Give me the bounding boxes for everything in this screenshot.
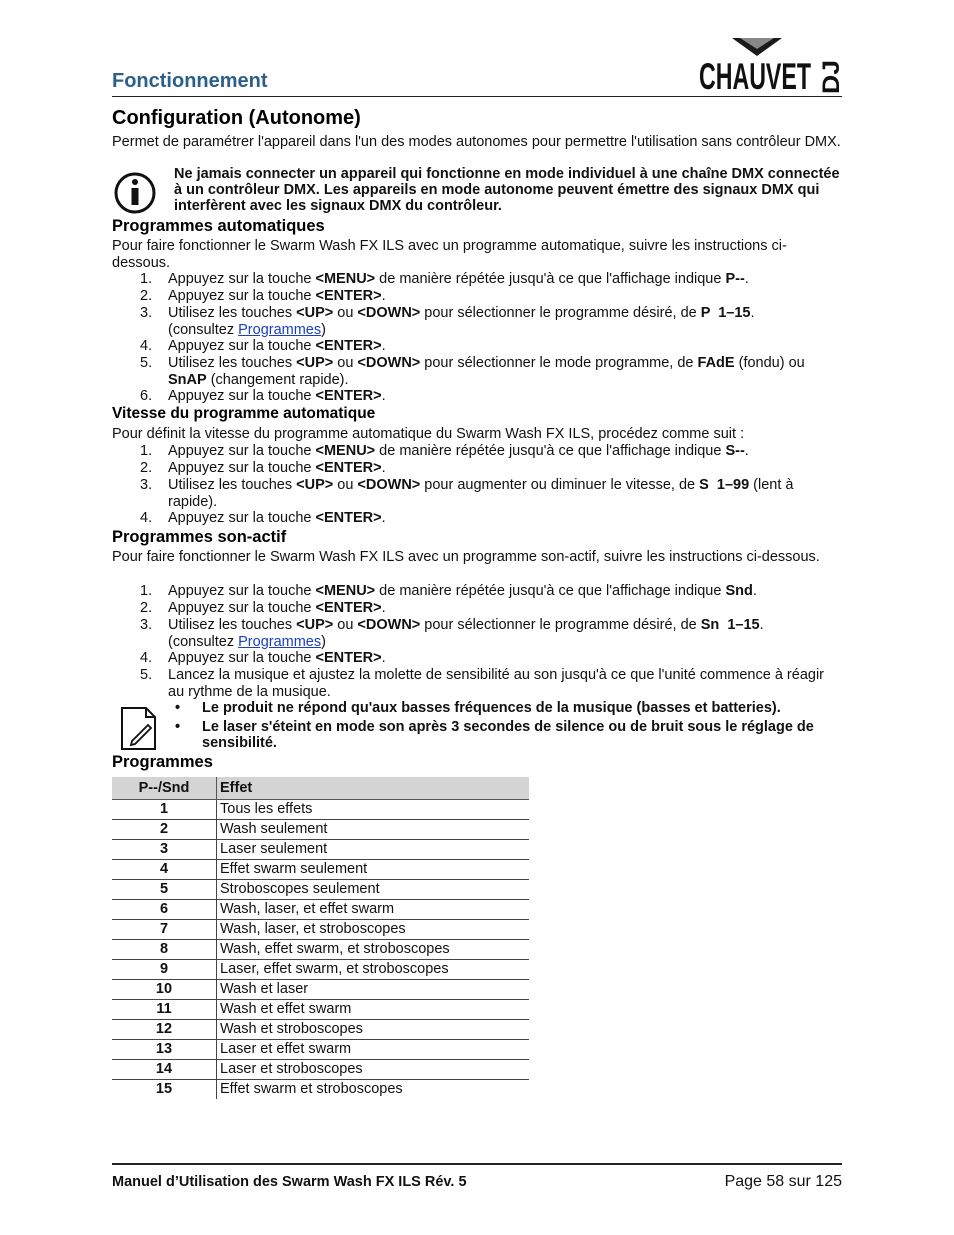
speed-heading: Vitesse du programme automatique <box>112 405 376 422</box>
auto-step-3: Utilisez les touches <UP> ou <DOWN> pour sélectionner le programme désiré, de P 1–15. (consultez Programmes) <box>168 305 755 338</box>
table-row <box>112 820 529 840</box>
step-number: 4. <box>140 510 153 526</box>
step-number: 1. <box>140 443 153 459</box>
program-effect: Wash seulement <box>217 820 530 840</box>
col-header-effect: Effet <box>217 777 530 800</box>
sound-step-3: Utilisez les touches <UP> ou <DOWN> pour sélectionner le programme désiré, de Sn 1–15. (consultez Programmes) <box>168 617 764 650</box>
page-title: Configuration (Autonome) <box>112 107 361 129</box>
auto-programs-heading: Programmes automatiques <box>112 217 325 235</box>
table-row <box>112 880 529 900</box>
program-effect: Laser seulement <box>217 840 530 860</box>
program-number: 5 <box>112 880 217 900</box>
col-header-program: P--/Snd <box>112 777 217 800</box>
footer-manual-title: Manuel d’Utilisation des Swarm Wash FX ILS Rév. 5 <box>112 1174 467 1190</box>
program-number: 6 <box>112 900 217 920</box>
program-number: 8 <box>112 940 217 960</box>
footer-rule <box>112 1163 842 1165</box>
table-row <box>112 920 529 940</box>
programmes-link[interactable]: Programmes <box>238 321 322 338</box>
step-number: 2. <box>140 600 153 616</box>
auto-step-4: Appuyez sur la touche <ENTER>. <box>168 338 386 354</box>
table-row <box>112 1020 529 1040</box>
auto-programs-intro: Pour faire fonctionner le Swarm Wash FX ILS avec un programme automatique, suivre les instructions ci-dessous. <box>112 238 787 271</box>
program-number: 2 <box>112 820 217 840</box>
sound-step-1: Appuyez sur la touche <MENU> de manière répétée jusqu'à ce que l'affichage indique Snd. <box>168 583 757 599</box>
auto-step-6: Appuyez sur la touche <ENTER>. <box>168 388 386 404</box>
program-effect: Laser, effet swarm, et stroboscopes <box>217 960 530 980</box>
sound-programs-heading: Programmes son-actif <box>112 528 287 546</box>
logo-wordmark: CHAUVET <box>699 56 812 96</box>
table-header-row <box>112 777 529 800</box>
intro-paragraph: Permet de paramétrer l'appareil dans l'un des modes autonomes pour permettre l'utilisation sans contrôleur DMX. <box>112 134 841 150</box>
table-row <box>112 800 529 820</box>
program-effect: Wash et laser <box>217 980 530 1000</box>
program-effect: Laser et stroboscopes <box>217 1060 530 1080</box>
program-effect: Tous les effets <box>217 800 530 820</box>
table-row <box>112 860 529 880</box>
sound-note-1: Le produit ne répond qu'aux basses fréquences de la musique (basses et batteries). <box>202 700 781 716</box>
step-number: 3. <box>140 305 153 321</box>
table-row <box>112 900 529 920</box>
auto-step-2: Appuyez sur la touche <ENTER>. <box>168 288 386 304</box>
logo-dj-mark: DJ <box>818 63 844 94</box>
programs-heading: Programmes <box>112 753 213 771</box>
programmes-link[interactable]: Programmes <box>238 633 322 650</box>
program-number: 1 <box>112 800 217 820</box>
auto-step-1: Appuyez sur la touche <MENU> de manière répétée jusqu'à ce que l'affichage indique P--. <box>168 271 749 287</box>
chauvet-dj-logo <box>698 34 844 96</box>
program-effect: Effet swarm et stroboscopes <box>220 1081 403 1097</box>
step-number: 2. <box>140 460 153 476</box>
sound-step-5: Lancez la musique et ajustez la molette de sensibilité au son jusqu'à ce que l'unité commence à réagir au rythme de la musique. <box>168 667 824 700</box>
step-number: 2. <box>140 288 153 304</box>
step-number: 1. <box>140 271 153 287</box>
program-effect: Wash et effet swarm <box>217 1000 530 1020</box>
step-number: 4. <box>140 650 153 666</box>
program-effect: Wash, laser, et stroboscopes <box>217 920 530 940</box>
program-number: 15 <box>112 1080 217 1100</box>
program-number: 4 <box>112 860 217 880</box>
header-rule <box>112 96 842 97</box>
sound-step-4: Appuyez sur la touche <ENTER>. <box>168 650 386 666</box>
speed-step-1: Appuyez sur la touche <MENU> de manière répétée jusqu'à ce que l'affichage indique S--. <box>168 443 749 459</box>
program-number: 14 <box>112 1060 217 1080</box>
sound-programs-intro: Pour faire fonctionner le Swarm Wash FX ILS avec un programme son-actif, suivre les instructions ci-dessous. <box>112 549 820 565</box>
step-number: 6. <box>140 388 153 404</box>
footer-page-number: Page 58 sur 125 <box>724 1173 842 1190</box>
program-effect: Wash et stroboscopes <box>217 1020 530 1040</box>
bullet: • <box>175 719 181 735</box>
table-row <box>112 1000 529 1020</box>
step-number: 5. <box>140 667 153 683</box>
bullet: • <box>175 700 181 716</box>
table-row <box>112 840 529 860</box>
program-effect: Laser et effet swarm <box>217 1040 530 1060</box>
program-effect: Stroboscopes seulement <box>217 880 530 900</box>
speed-step-2: Appuyez sur la touche <ENTER>. <box>168 460 386 476</box>
program-number: 12 <box>112 1020 217 1040</box>
sound-step-2: Appuyez sur la touche <ENTER>. <box>168 600 386 616</box>
step-number: 3. <box>140 477 153 493</box>
section-header: Fonctionnement <box>112 70 268 92</box>
program-number: 9 <box>112 960 217 980</box>
programs-table-body <box>112 800 529 1100</box>
table-row <box>112 960 529 980</box>
program-number: 11 <box>112 1000 217 1020</box>
table-row <box>112 980 529 1000</box>
program-number: 3 <box>112 840 217 860</box>
table-row <box>112 1080 529 1100</box>
table-row <box>112 1040 529 1060</box>
step-number: 3. <box>140 617 153 633</box>
program-effect: Effet swarm seulement <box>217 860 530 880</box>
speed-step-3: Utilisez les touches <UP> ou <DOWN> pour augmenter ou diminuer le vitesse, de S 1–99 (lent à rapide). <box>168 477 794 510</box>
sound-note-2: Le laser s'éteint en mode son après 3 secondes de silence ou de bruit sous le réglage de sensibilité. <box>202 719 814 751</box>
program-number: 13 <box>112 1040 217 1060</box>
speed-step-4: Appuyez sur la touche <ENTER>. <box>168 510 386 526</box>
note-icon <box>118 705 160 751</box>
step-number: 5. <box>140 355 153 371</box>
program-number: 10 <box>112 980 217 1000</box>
table-row <box>112 1060 529 1080</box>
info-icon <box>112 170 164 216</box>
program-effect: Wash, laser, et effet swarm <box>217 900 530 920</box>
table-row <box>112 940 529 960</box>
step-number: 1. <box>140 583 153 599</box>
programs-table <box>112 777 529 1099</box>
program-number: 7 <box>112 920 217 940</box>
program-effect: Wash, effet swarm, et stroboscopes <box>217 940 530 960</box>
speed-intro: Pour définit la vitesse du programme automatique du Swarm Wash FX ILS, procédez comme suit : <box>112 426 745 442</box>
dmx-warning: Ne jamais connecter un appareil qui fonctionne en mode individuel à une chaîne DMX connectée à un contrôleur DMX. Les appareils en mode autonome peuvent émettre des signaux DMX qui interfèrent avec les signaux DMX du contrôleur. <box>174 166 840 214</box>
step-number: 4. <box>140 338 153 354</box>
auto-step-5: Utilisez les touches <UP> ou <DOWN> pour sélectionner le mode programme, de FAdE (fondu) ou SnAP (changement rapide). <box>168 355 805 388</box>
